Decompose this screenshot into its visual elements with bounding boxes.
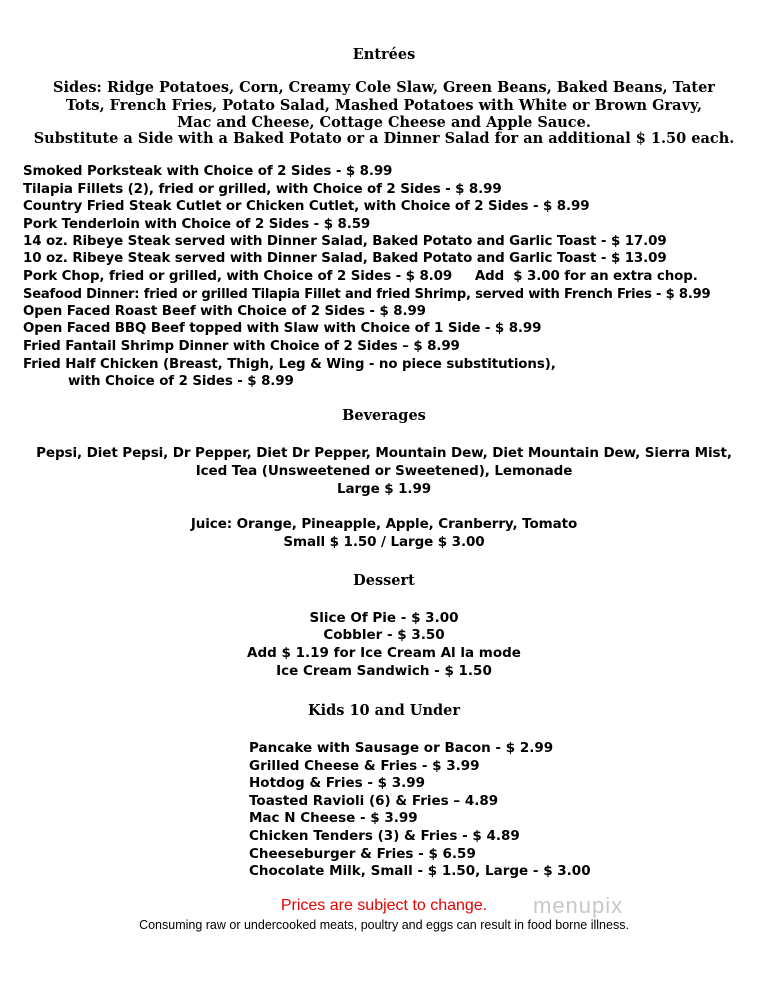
kids-item: Chicken Tenders (3) & Fries - $ 4.89 bbox=[249, 828, 520, 844]
kids-item: Chocolate Milk, Small - $ 1.50, Large - $ 3.00 bbox=[249, 863, 591, 879]
kids-item: Cheeseburger & Fries - $ 6.59 bbox=[249, 846, 476, 862]
dessert-item: Slice Of Pie - $ 3.00 bbox=[309, 610, 459, 626]
sides-line: Sides: Ridge Potatoes, Corn, Creamy Cole Slaw, Green Beans, Baked Beans, Tater bbox=[53, 79, 715, 96]
kids-item: Hotdog & Fries - $ 3.99 bbox=[249, 775, 426, 791]
entree-item: Tilapia Fillets (2), fried or grilled, with Choice of 2 Sides - $ 8.99 bbox=[23, 182, 502, 197]
entree-item: Seafood Dinner: fried or grilled Tilapia Fillet and fried Shrimp, served with French Fries - $ 8.99 bbox=[23, 287, 711, 302]
kids-item: Grilled Cheese & Fries - $ 3.99 bbox=[249, 758, 480, 774]
dessert-item: Cobbler - $ 3.50 bbox=[323, 627, 445, 643]
sides-line: Tots, French Fries, Potato Salad, Mashed Potatoes with White or Brown Gravy, bbox=[65, 97, 703, 114]
kids-item: Mac N Cheese - $ 3.99 bbox=[249, 810, 418, 826]
sides-substitute-line: Substitute a Side with a Baked Potato or a Dinner Salad for an additional $ 1.50 each. bbox=[33, 130, 735, 147]
entree-item: Open Faced Roast Beef with Choice of 2 Sides - $ 8.99 bbox=[23, 304, 426, 319]
entree-item: Fried Fantail Shrimp Dinner with Choice of 2 Sides – $ 8.99 bbox=[23, 339, 460, 354]
juice-price: Small $ 1.50 / Large $ 3.00 bbox=[283, 534, 485, 550]
entree-item-continuation: with Choice of 2 Sides - $ 8.99 bbox=[68, 374, 294, 389]
entrees-heading: Entrées bbox=[352, 46, 416, 63]
price-change-notice: Prices are subject to change. bbox=[280, 897, 488, 914]
dessert-heading: Dessert bbox=[353, 572, 415, 589]
kids-item: Toasted Ravioli (6) & Fries – 4.89 bbox=[249, 793, 499, 809]
entree-item: 14 oz. Ribeye Steak served with Dinner Salad, Baked Potato and Garlic Toast - $ 17.09 bbox=[23, 234, 667, 249]
entree-item: 10 oz. Ribeye Steak served with Dinner Salad, Baked Potato and Garlic Toast - $ 13.09 bbox=[23, 251, 667, 266]
kids-item: Pancake with Sausage or Bacon - $ 2.99 bbox=[249, 740, 554, 756]
soda-line: Pepsi, Diet Pepsi, Dr Pepper, Diet Dr Pepper, Mountain Dew, Diet Mountain Dew, Sierra Mist, bbox=[36, 445, 732, 461]
soda-line: Iced Tea (Unsweetened or Sweetened), Lemonade bbox=[195, 463, 573, 479]
entree-item: Smoked Porksteak with Choice of 2 Sides - $ 8.99 bbox=[23, 164, 393, 179]
entree-item: Country Fried Steak Cutlet or Chicken Cutlet, with Choice of 2 Sides - $ 8.99 bbox=[23, 199, 590, 214]
sides-line: Mac and Cheese, Cottage Cheese and Apple Sauce. bbox=[177, 114, 591, 131]
entree-item: Open Faced BBQ Beef topped with Slaw with Choice of 1 Side - $ 8.99 bbox=[23, 321, 542, 336]
entree-item: Fried Half Chicken (Breast, Thigh, Leg & Wing - no piece substitutions), bbox=[23, 357, 556, 372]
dessert-item: Add $ 1.19 for Ice Cream Al la mode bbox=[247, 645, 521, 661]
entree-item: Pork Chop, fried or grilled, with Choice of 2 Sides - $ 8.09 Add $ 3.00 for an extra chop. bbox=[23, 269, 698, 284]
entree-item: Pork Tenderloin with Choice of 2 Sides - $ 8.59 bbox=[23, 217, 371, 232]
beverages-heading: Beverages bbox=[342, 407, 426, 424]
soda-price: Large $ 1.99 bbox=[336, 481, 432, 497]
kids-heading: Kids 10 and Under bbox=[307, 702, 460, 719]
dessert-item: Ice Cream Sandwich - $ 1.50 bbox=[276, 663, 492, 679]
juice-line: Juice: Orange, Pineapple, Apple, Cranberry, Tomato bbox=[190, 516, 578, 532]
menupix-watermark: menupix bbox=[533, 893, 624, 918]
food-safety-disclaimer: Consuming raw or undercooked meats, poultry and eggs can result in food borne illness. bbox=[139, 918, 629, 932]
